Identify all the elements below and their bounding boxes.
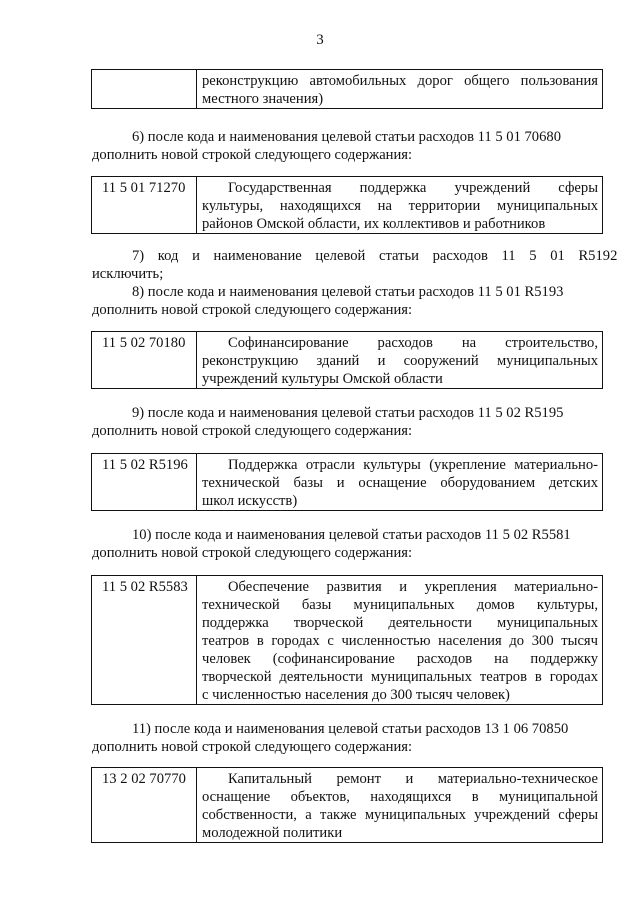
text-line: реконструкцию зданий и сооружений муниципальных — [202, 353, 598, 369]
budget-table-row — [91, 331, 603, 389]
page-number: 3 — [316, 32, 324, 48]
text-line: оснащение объектов, находящихся в муниципальной — [202, 789, 598, 805]
paragraph-9 — [92, 404, 598, 440]
text-line: творческой деятельности муниципальных театров в городах — [202, 669, 598, 685]
text-line: 7) код и наименование целевой статьи расходов 11 5 01 R5192 — [132, 248, 618, 264]
budget-table-row — [91, 575, 603, 705]
text-line: дополнить новой строкой следующего содержания: — [92, 423, 413, 439]
budget-code-cell: 11 5 02 70180 — [92, 332, 197, 388]
text-line: реконструкцию автомобильных дорог общего пользования — [202, 73, 598, 89]
text-line: Обеспечение развития и укрепления материально- — [228, 579, 598, 595]
text-line: 9) после кода и наименования целевой статьи расходов 11 5 02 R5195 — [132, 405, 564, 421]
text-line: Поддержка отрасли культуры (укрепление материально- — [228, 457, 598, 473]
text-line: с численностью населения до 300 тысяч человек) — [202, 687, 510, 703]
budget-code-cell: 11 5 02 R5196 — [92, 454, 197, 510]
text-line: школ искусств) — [202, 493, 298, 509]
text-line: поддержка творческой деятельности муниципальных — [202, 615, 598, 631]
budget-table-row — [91, 69, 603, 109]
paragraph-6 — [92, 128, 598, 164]
paragraph-10 — [92, 526, 598, 562]
text-line: Государственная поддержка учреждений сферы — [228, 180, 598, 196]
text-line: культуры, находящихся на территории муниципальных — [202, 198, 598, 214]
budget-table-row — [91, 176, 603, 234]
text-line: дополнить новой строкой следующего содержания: — [92, 545, 413, 561]
budget-code-cell: 11 5 02 R5583 — [92, 576, 197, 704]
budget-table-row — [91, 767, 603, 843]
text-line: дополнить новой строкой следующего содержания: — [92, 147, 413, 163]
paragraph-7 — [92, 247, 618, 283]
budget-name-cell — [197, 576, 602, 704]
text-line: 10) после кода и наименования целевой статьи расходов 11 5 02 R5581 — [132, 527, 571, 543]
text-line: дополнить новой строкой следующего содержания: — [92, 302, 413, 318]
budget-table-row — [91, 453, 603, 511]
text-line: районов Омской области, их коллективов и работников — [202, 216, 546, 232]
budget-code-cell: 13 2 02 70770 — [92, 768, 197, 842]
budget-code-cell — [92, 70, 197, 108]
text-line: 8) после кода и наименования целевой статьи расходов 11 5 01 R5193 — [132, 284, 564, 300]
budget-name-cell — [197, 177, 602, 233]
text-line: собственности, а также муниципальных учреждений сферы — [202, 807, 598, 823]
text-line: 6) после кода и наименования целевой статьи расходов 11 5 01 70680 — [132, 129, 561, 145]
text-line: исключить; — [92, 266, 164, 282]
text-line: местного значения) — [202, 91, 324, 107]
text-line: Капитальный ремонт и материально-техническое — [228, 771, 598, 787]
text-line: технической базы и оснащение оборудованием детских — [202, 475, 598, 491]
budget-code-cell: 11 5 01 71270 — [92, 177, 197, 233]
budget-name-cell — [197, 768, 602, 842]
budget-name-cell — [197, 70, 602, 108]
paragraph-11 — [92, 720, 598, 756]
text-line: человек (софинансирование расходов на поддержку — [202, 651, 598, 667]
text-line: молодежной политики — [202, 825, 343, 841]
budget-name-cell — [197, 332, 602, 388]
text-line: технической базы муниципальных домов культуры, — [202, 597, 598, 613]
text-line: дополнить новой строкой следующего содержания: — [92, 739, 413, 755]
text-line: 11) после кода и наименования целевой статьи расходов 13 1 06 70850 — [132, 721, 569, 737]
text-line: театров в городах с численностью населения до 300 тысяч — [202, 633, 598, 649]
budget-name-cell — [197, 454, 602, 510]
text-line: учреждений культуры Омской области — [202, 371, 443, 387]
paragraph-8 — [92, 283, 598, 319]
text-line: Софинансирование расходов на строительство, — [228, 335, 598, 351]
